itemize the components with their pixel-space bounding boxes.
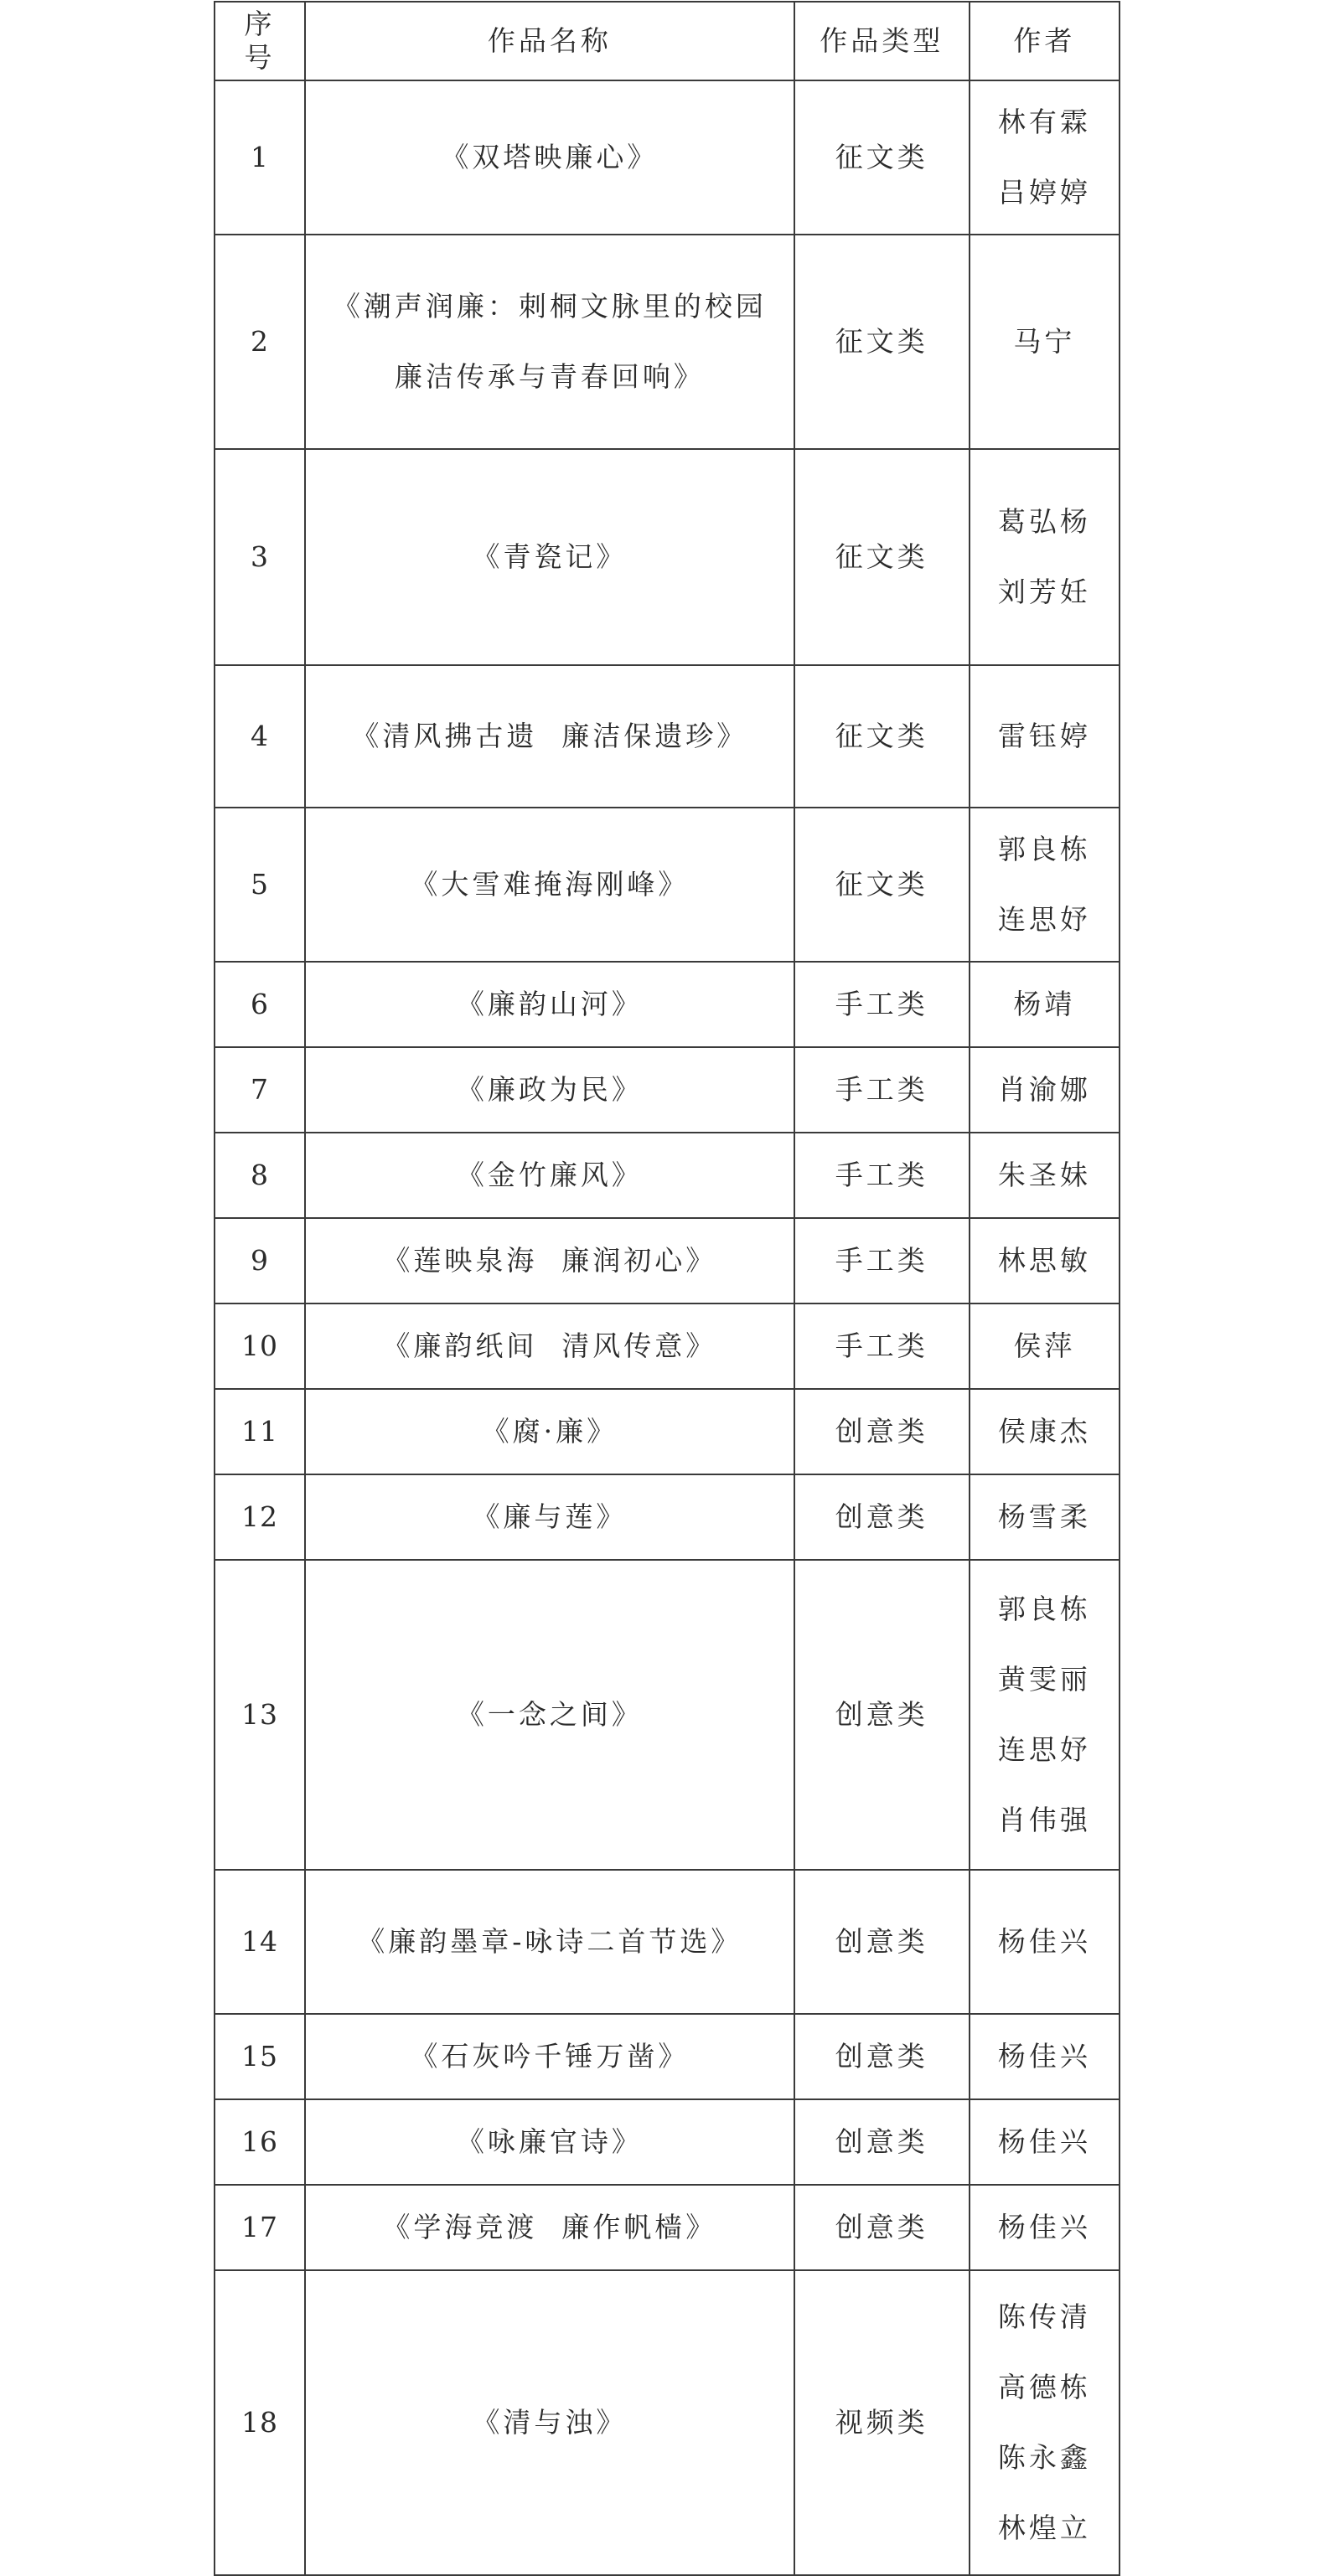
- cell-author: [970, 1560, 1120, 1870]
- cell-no: 15: [215, 2014, 305, 2099]
- title-line: 廉洁传承与青春回响》: [394, 360, 705, 393]
- table-row: [215, 1560, 1120, 1870]
- award-works-table: [214, 1, 1120, 2576]
- table-body: [215, 80, 1120, 2575]
- table-row: [215, 1870, 1120, 2014]
- title-line: 《廉与莲》: [472, 1500, 628, 1533]
- title-line: 《双塔映廉心》: [441, 141, 659, 173]
- author-name: 高德栋: [997, 2371, 1091, 2403]
- cell-type: 创意类: [794, 2014, 970, 2099]
- cell-title: [305, 665, 794, 808]
- header-no: 序号: [215, 2, 305, 80]
- title-line: 《清风拂古遗 廉洁保遗珍》: [351, 720, 748, 752]
- cell-author: [970, 80, 1120, 235]
- table-row: [215, 2185, 1120, 2270]
- cell-title: [305, 1560, 794, 1870]
- cell-title: [305, 1047, 794, 1133]
- cell-no: 10: [215, 1303, 305, 1389]
- author-name: 连思妤: [997, 903, 1091, 936]
- cell-title: [305, 1303, 794, 1389]
- cell-no: 7: [215, 1047, 305, 1133]
- header-type: 作品类型: [794, 2, 970, 80]
- author-name: 郭良栋: [997, 1593, 1091, 1625]
- title-line: 《廉韵纸间 清风传意》: [382, 1329, 717, 1362]
- cell-type: 手工类: [794, 1047, 970, 1133]
- cell-title: [305, 1218, 794, 1303]
- author-name: 林有霖: [997, 106, 1091, 138]
- cell-title: [305, 2014, 794, 2099]
- cell-type: 创意类: [794, 1474, 970, 1560]
- cell-author: [970, 1218, 1120, 1303]
- cell-type: 创意类: [794, 2185, 970, 2270]
- table-row: [215, 1218, 1120, 1303]
- cell-title: [305, 2270, 794, 2575]
- author-name: 侯萍: [1013, 1329, 1076, 1362]
- cell-type: 视频类: [794, 2270, 970, 2575]
- cell-type: 征文类: [794, 808, 970, 962]
- title-line: 《廉韵墨章-咏诗二首节选》: [357, 1925, 742, 1958]
- cell-type: 创意类: [794, 1560, 970, 1870]
- cell-no: 17: [215, 2185, 305, 2270]
- cell-no: 2: [215, 235, 305, 449]
- title-line: 《潮声润廉：刺桐文脉里的校园: [332, 290, 767, 323]
- table-row: [215, 665, 1120, 808]
- cell-author: [970, 1474, 1120, 1560]
- author-name: 林煌立: [997, 2511, 1091, 2544]
- cell-author: [970, 2099, 1120, 2185]
- cell-type: 征文类: [794, 449, 970, 665]
- author-name: 肖伟强: [997, 1804, 1091, 1836]
- cell-author: [970, 665, 1120, 808]
- cell-no: 4: [215, 665, 305, 808]
- author-name: 肖渝娜: [997, 1073, 1091, 1106]
- cell-no: 18: [215, 2270, 305, 2575]
- cell-no: 11: [215, 1389, 305, 1474]
- cell-no: 12: [215, 1474, 305, 1560]
- cell-type: 创意类: [794, 1389, 970, 1474]
- cell-no: 9: [215, 1218, 305, 1303]
- cell-type: 征文类: [794, 80, 970, 235]
- cell-title: [305, 1870, 794, 2014]
- cell-no: 14: [215, 1870, 305, 2014]
- cell-author: [970, 449, 1120, 665]
- title-line: 《学海竞渡 廉作帆樯》: [382, 2211, 717, 2243]
- table-row: [215, 1389, 1120, 1474]
- author-name: 陈传清: [997, 2300, 1091, 2333]
- table-row: [215, 1133, 1120, 1218]
- cell-author: [970, 2014, 1120, 2099]
- cell-author: [970, 1047, 1120, 1133]
- cell-title: [305, 808, 794, 962]
- cell-author: [970, 1389, 1120, 1474]
- cell-author: [970, 235, 1120, 449]
- cell-type: 手工类: [794, 1303, 970, 1389]
- cell-author: [970, 1133, 1120, 1218]
- title-line: 《清与浊》: [472, 2406, 628, 2439]
- cell-title: [305, 2099, 794, 2185]
- author-name: 雷钰婷: [997, 720, 1091, 752]
- title-line: 《廉韵山河》: [456, 988, 643, 1020]
- cell-title: [305, 1133, 794, 1218]
- cell-author: [970, 1303, 1120, 1389]
- cell-no: 13: [215, 1560, 305, 1870]
- author-name: 杨佳兴: [997, 1925, 1091, 1958]
- author-name: 杨靖: [1013, 988, 1076, 1020]
- cell-title: [305, 235, 794, 449]
- cell-no: 8: [215, 1133, 305, 1218]
- cell-type: 征文类: [794, 665, 970, 808]
- cell-type: 征文类: [794, 235, 970, 449]
- author-name: 杨佳兴: [997, 2125, 1091, 2158]
- cell-title: [305, 1389, 794, 1474]
- cell-author: [970, 2185, 1120, 2270]
- author-name: 杨雪柔: [997, 1500, 1091, 1533]
- author-name: 杨佳兴: [997, 2040, 1091, 2073]
- author-name: 陈永鑫: [997, 2441, 1091, 2474]
- author-name: 连思妤: [997, 1733, 1091, 1766]
- cell-title: [305, 449, 794, 665]
- table-header-row: [215, 2, 1120, 80]
- title-line: 《腐·廉》: [481, 1415, 618, 1448]
- cell-type: 手工类: [794, 1133, 970, 1218]
- table-row: [215, 449, 1120, 665]
- author-name: 郭良栋: [997, 833, 1091, 865]
- title-line: 《大雪难掩海刚峰》: [410, 868, 690, 901]
- cell-no: 16: [215, 2099, 305, 2185]
- cell-type: 手工类: [794, 1218, 970, 1303]
- cell-author: [970, 2270, 1120, 2575]
- cell-title: [305, 80, 794, 235]
- author-name: 黄雯丽: [997, 1663, 1091, 1696]
- cell-author: [970, 1870, 1120, 2014]
- cell-no: 1: [215, 80, 305, 235]
- cell-no: 6: [215, 962, 305, 1047]
- header-author: 作者: [970, 2, 1120, 80]
- title-line: 《金竹廉风》: [456, 1159, 643, 1191]
- title-line: 《一念之间》: [456, 1698, 643, 1731]
- cell-type: 手工类: [794, 962, 970, 1047]
- cell-no: 5: [215, 808, 305, 962]
- table-row: [215, 808, 1120, 962]
- cell-title: [305, 1474, 794, 1560]
- cell-title: [305, 2185, 794, 2270]
- cell-type: 创意类: [794, 2099, 970, 2185]
- table-row: [215, 1047, 1120, 1133]
- cell-author: [970, 808, 1120, 962]
- title-line: 《青瓷记》: [472, 540, 628, 573]
- cell-no: 3: [215, 449, 305, 665]
- table-row: [215, 962, 1120, 1047]
- title-line: 《廉政为民》: [456, 1073, 643, 1106]
- table-row: [215, 1303, 1120, 1389]
- table-row: [215, 235, 1120, 449]
- cell-title: [305, 962, 794, 1047]
- table-row: [215, 2099, 1120, 2185]
- author-name: 朱圣妹: [997, 1159, 1091, 1191]
- table-row: [215, 1474, 1120, 1560]
- author-name: 侯康杰: [997, 1415, 1091, 1448]
- header-title: 作品名称: [305, 2, 794, 80]
- author-name: 刘芳妊: [997, 576, 1091, 608]
- cell-author: [970, 962, 1120, 1047]
- author-name: 林思敏: [997, 1244, 1091, 1277]
- author-name: 吕婷婷: [997, 176, 1091, 209]
- author-name: 葛弘杨: [997, 505, 1091, 538]
- title-line: 《咏廉官诗》: [456, 2125, 643, 2158]
- table-row: [215, 2270, 1120, 2575]
- author-name: 杨佳兴: [997, 2211, 1091, 2243]
- table-row: [215, 80, 1120, 235]
- title-line: 《石灰吟千锤万凿》: [410, 2040, 690, 2073]
- title-line: 《莲映泉海 廉润初心》: [382, 1244, 717, 1277]
- cell-type: 创意类: [794, 1870, 970, 2014]
- author-name: 马宁: [1013, 325, 1076, 358]
- table-row: [215, 2014, 1120, 2099]
